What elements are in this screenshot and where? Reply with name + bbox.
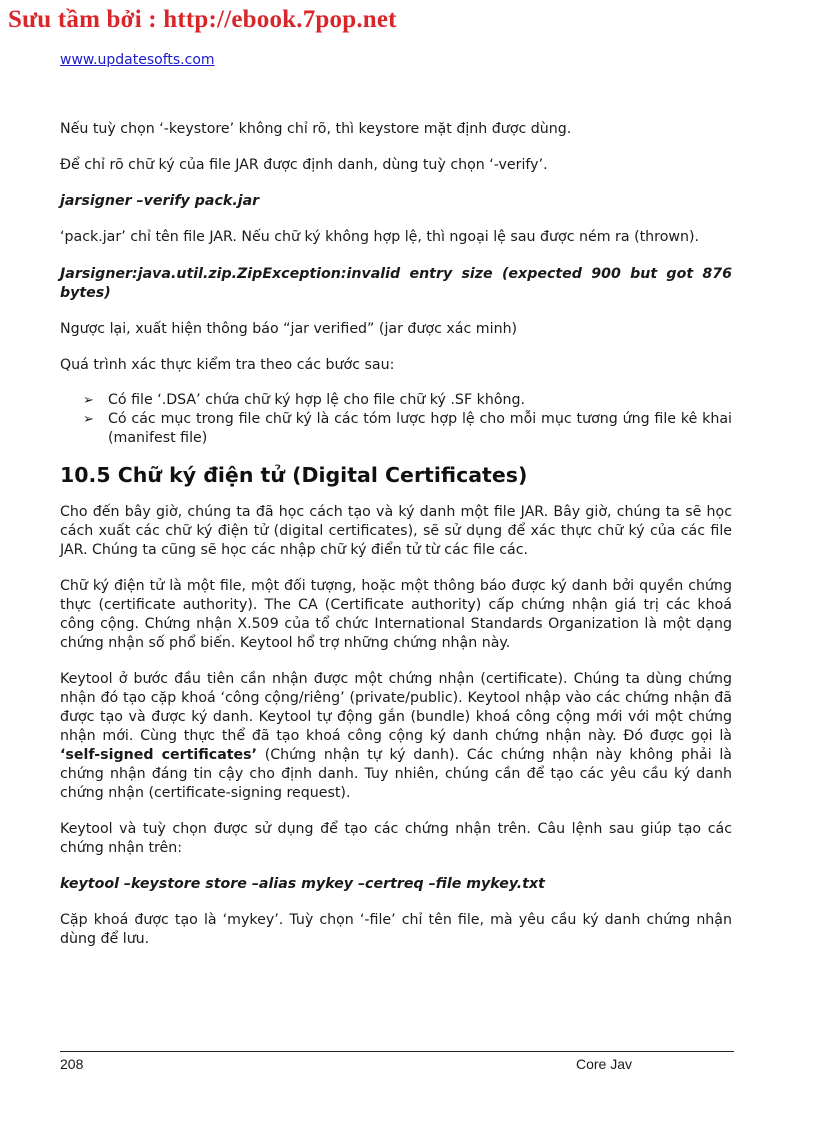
list-item: [60, 391, 732, 410]
paragraph: Cho đến bây giờ, chúng ta đã học cách tạo và ký danh một file JAR. Bây giờ, chúng ta sẽ học cách xuất các chữ ký điện tử (digital certificates), sẽ sử dụng để xác thực chữ ký của các file JAR. Chúng ta cũng sẽ học các nhập chữ ký điển tử từ các file các.: [60, 504, 732, 558]
paragraph: Keytool và tuỳ chọn được sử dụng để tạo các chứng nhận trên. Câu lệnh sau giúp tạo các chứng nhận trên:: [60, 821, 732, 856]
watermark-text: Sưu tầm bởi : http://ebook.7pop.net: [8, 6, 397, 33]
section-heading: 10.5 Chữ ký điện tử (Digital Certificates): [60, 463, 528, 487]
paragraph: Ngược lại, xuất hiện thông báo “jar verified” (jar được xác minh): [60, 321, 518, 337]
page-number: 208: [60, 1056, 84, 1072]
list-item-text: Có các mục trong file chữ ký là các tóm lược hợp lệ cho mỗi mục tương ứng file kê khai (manifest file): [108, 411, 732, 446]
footer-title: Core Jav: [576, 1056, 633, 1072]
website-link[interactable]: www.updatesofts.com: [60, 52, 215, 68]
paragraph: Cặp khoá được tạo là ‘mykey’. Tuỳ chọn ‘-file’ chỉ tên file, mà yêu cầu ký danh chứng nhận dùng để lưu.: [60, 912, 732, 947]
code-line: keytool –keystore store –alias mykey –certreq –file mykey.txt: [60, 876, 545, 892]
paragraph: Chữ ký điện tử là một file, một đối tượng, hoặc một thông báo được ký danh bởi quyền chứng thực (certificate authority). The CA (Certificate authority) cấp chứng nhận giá trị các khoá công cộng. Chứng nhận X.509 của tổ chức International Standards Organization là một dạng chứng nhận số phổ biến. Keytool hổ trợ những chứng nhận này.: [60, 578, 732, 651]
bullet-list: [60, 391, 732, 448]
list-item: [60, 410, 732, 448]
code-line: Jarsigner:java.util.zip.ZipException:invalid entry size (expected 900 but got 876 bytes): [60, 266, 732, 301]
paragraph: Quá trình xác thực kiểm tra theo các bước sau:: [60, 357, 395, 373]
bold-term: ‘self-signed certificates’: [60, 747, 258, 763]
paragraph-text: Keytool ở bước đầu tiên cần nhận được một chứng nhận (certificate). Chúng ta dùng chứng nhận đó tạo cặp khoá ‘công cộng/riêng’ (private/public). Keytool nhập vào các chứng nhận đã được tạo và được ký danh. Keytool tự động gắn (bundle) khoá công cộng mới với một chứng nhận mới. Cùng thực thể đã tạo khoá công cộng ký danh chứng nhận này. Đó được gọi là: [60, 671, 732, 744]
paragraph: Nếu tuỳ chọn ‘-keystore’ không chỉ rõ, thì keystore mặt định được dùng.: [60, 121, 572, 137]
page-content: [60, 120, 732, 949]
footer-divider: [60, 1051, 734, 1052]
list-item-text: Có file ‘.DSA’ chứa chữ ký hợp lệ cho file chữ ký .SF không.: [108, 392, 526, 408]
paragraph-text: (Chứng nhận tự ký danh). Các chứng nhận này không phải là chứng nhận đáng tin cậy cho định danh. Tuy nhiên, chúng cần để tạo các yêu cầu ký danh chứng nhận (certificate-signing request).: [60, 747, 732, 801]
right-arrowhead-icon: ➢: [83, 393, 94, 408]
paragraph: ‘pack.jar’ chỉ tên file JAR. Nếu chữ ký không hợp lệ, thì ngoại lệ sau được ném ra (thrown).: [60, 229, 700, 245]
code-line: jarsigner –verify pack.jar: [60, 193, 260, 209]
right-arrowhead-icon: ➢: [83, 412, 94, 427]
paragraph: Để chỉ rõ chữ ký của file JAR được định danh, dùng tuỳ chọn ‘-verify’.: [60, 157, 548, 173]
paragraph: [60, 670, 732, 803]
